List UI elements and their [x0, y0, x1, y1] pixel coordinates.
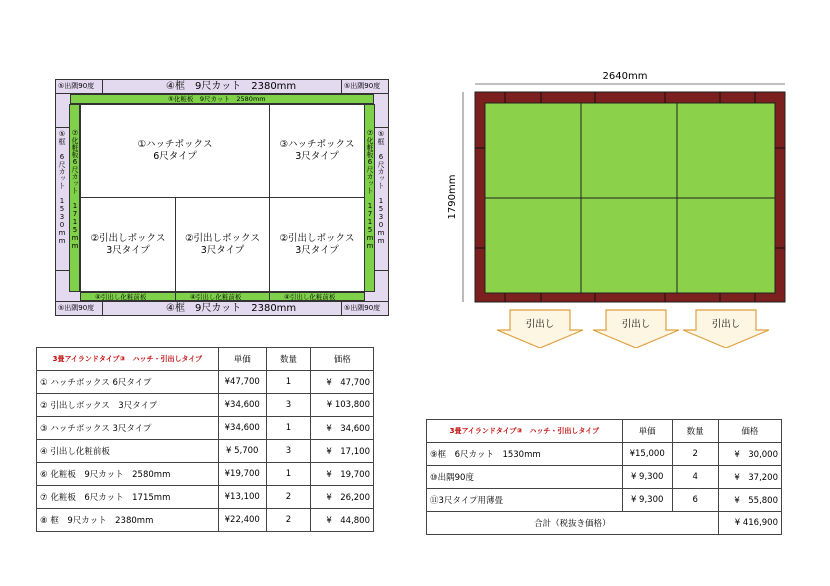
table-2-col-total: 価格 — [718, 420, 781, 443]
quantity: 3 — [266, 440, 311, 463]
plan-right-decor — [364, 104, 375, 292]
table-2-col-price: 単価 — [622, 420, 672, 443]
drawer-box-2-l2: 3尺タイプ — [200, 244, 245, 256]
item-no: ③ — [40, 424, 48, 434]
table-row — [427, 489, 782, 512]
unit-price: ¥13,100 — [218, 486, 266, 509]
quantity: 2 — [266, 509, 311, 532]
plan-top-decor — [70, 94, 374, 104]
line-total: ¥ 19,700 — [311, 463, 374, 486]
item-no: ④ — [40, 447, 48, 457]
item-label: 出隅90度 — [437, 473, 474, 483]
drawer-box-1-l2: 3尺タイプ — [106, 244, 150, 256]
item-label: 框 6尺カット 1530mm — [437, 450, 541, 460]
table-row — [427, 466, 782, 489]
drawer-front-3 — [269, 292, 365, 301]
drawer-box-2 — [175, 197, 270, 292]
plan-right-frame — [375, 127, 388, 271]
item-no: ② — [40, 401, 48, 411]
item-label: 框 9尺カット 2380mm — [50, 516, 154, 526]
item-name — [37, 440, 219, 463]
price-table-1 — [36, 347, 374, 532]
hatch-box-6shaku-l1: ①ハッチボックス — [137, 139, 213, 151]
unit-price: ¥22,400 — [218, 509, 266, 532]
unit-price: ¥ 5,700 — [218, 440, 266, 463]
table-total-row — [427, 512, 782, 535]
table-1-col-total: 価格 — [311, 348, 374, 371]
table-2-title: 3畳アイランドタイプ③ ハッチ・引出しタイプ — [427, 420, 623, 443]
drawer-front-1 — [80, 292, 176, 301]
total-value: ¥ 416,900 — [718, 512, 781, 535]
line-total: ¥ 37,200 — [718, 466, 781, 489]
drawer-front-1-label: ④引出し化粧前板 — [95, 293, 147, 301]
line-total: ¥ 30,000 — [718, 443, 781, 466]
item-label: 化粧板 9尺カット 2580mm — [50, 470, 171, 480]
item-name — [427, 489, 623, 512]
item-name — [37, 486, 219, 509]
quantity: 1 — [266, 371, 311, 394]
unit-price: ¥34,600 — [218, 394, 266, 417]
line-total: ¥ 34,600 — [311, 417, 374, 440]
unit-price: ¥15,000 — [622, 443, 672, 466]
item-no: ⑧ — [40, 516, 48, 526]
line-total: ¥ 103,800 — [311, 394, 374, 417]
tatami-5 — [581, 198, 677, 293]
drawer-arrow-2-label: 引出し — [621, 319, 651, 330]
item-no: ① — [40, 378, 48, 388]
unit-price: ¥34,600 — [218, 417, 266, 440]
table-2-header — [427, 420, 782, 443]
table-row — [37, 440, 374, 463]
plan-left-frame — [56, 127, 69, 271]
table-2-col-qty: 数量 — [672, 420, 718, 443]
quantity: 3 — [266, 394, 311, 417]
tatami-3 — [677, 103, 775, 198]
line-total: ¥ 44,800 — [311, 509, 374, 532]
drawer-box-1 — [80, 197, 176, 292]
item-name — [427, 466, 623, 489]
tatami-grid — [485, 103, 775, 293]
tatami-2 — [581, 103, 677, 198]
right-frame-label: ⑤框 6尺カット 1530mm — [377, 130, 385, 245]
item-no: ⑥ — [40, 470, 48, 480]
item-name — [37, 509, 219, 532]
item-label: 引出しボックス 3尺タイプ — [50, 401, 158, 411]
quantity: 4 — [672, 466, 718, 489]
line-total: ¥ 47,700 — [311, 371, 374, 394]
table-1-header — [37, 348, 374, 371]
item-name — [37, 371, 219, 394]
corner-bottom-left — [56, 302, 103, 316]
item-label: ハッチボックス 6尺タイプ — [50, 378, 152, 388]
corner-top-left-label: ⑤出隅90度 — [58, 82, 95, 90]
quantity: 1 — [266, 463, 311, 486]
left-decor-label: ⑦化粧板6尺カット 1715mm — [71, 129, 79, 250]
item-no: ⑩ — [430, 473, 438, 483]
top-decor-label: ⑤化粧板 9尺カット 2580mm — [168, 95, 266, 103]
unit-price: ¥47,700 — [218, 371, 266, 394]
hatch-box-6shaku — [80, 104, 270, 198]
corner-top-right — [341, 80, 388, 93]
hatch-box-3shaku-l2: 3尺タイプ — [295, 151, 339, 162]
tatami-4 — [485, 198, 581, 293]
plan-diagram — [55, 79, 389, 316]
top-frame-label: ④框 9尺カット 2380mm — [166, 81, 297, 92]
table-row — [37, 509, 374, 532]
corner-top-right-label: ⑤出隅90度 — [344, 82, 381, 90]
drawer-box-3-l1: ②引出しボックス — [279, 232, 355, 244]
left-frame-label: ⑤框 6尺カット 1530mm — [58, 130, 66, 245]
mat-diagram — [445, 68, 805, 348]
drawer-front-2 — [175, 292, 270, 301]
item-no: ⑦ — [40, 493, 48, 503]
drawer-box-2-l1: ②引出しボックス — [185, 232, 260, 244]
plan-top-frame — [56, 80, 388, 94]
height-dimension-label: 1790mm — [447, 174, 458, 220]
table-1-col-qty: 数量 — [266, 348, 311, 371]
item-name — [427, 443, 623, 466]
hatch-box-3shaku — [269, 104, 365, 198]
item-label: ハッチボックス 3尺タイプ — [50, 424, 152, 434]
table-1-col-price: 単価 — [218, 348, 266, 371]
hatch-box-6shaku-l2: 6尺タイプ — [153, 151, 197, 162]
width-dimension-label: 2640mm — [602, 71, 648, 82]
item-label: 3尺タイプ用薄畳 — [438, 496, 503, 506]
item-no: ⑨ — [430, 450, 438, 460]
table-row — [427, 443, 782, 466]
corner-bottom-right — [341, 302, 388, 316]
drawer-box-1-l1: ②引出しボックス — [90, 232, 166, 244]
item-label: 引出し化粧前板 — [50, 447, 110, 457]
quantity: 2 — [672, 443, 718, 466]
drawer-arrow-1 — [497, 310, 583, 348]
table-row — [37, 463, 374, 486]
line-total: ¥ 17,100 — [311, 440, 374, 463]
drawer-arrow-3-label: 引出し — [711, 319, 741, 330]
unit-price: ¥ 9,300 — [622, 489, 672, 512]
table-row — [37, 371, 374, 394]
drawer-arrow-3 — [683, 310, 769, 348]
quantity: 2 — [266, 486, 311, 509]
tatami-6 — [677, 198, 775, 293]
plan-bottom-frame — [56, 301, 388, 315]
total-label: 合計（税抜き価格） — [427, 512, 719, 535]
drawer-box-3-l2: 3尺タイプ — [295, 244, 339, 256]
drawer-box-3 — [269, 197, 365, 292]
right-decor-label: ⑦化粧板6尺カット 1715mm — [366, 129, 374, 250]
item-label: 化粧板 6尺カット 1715mm — [50, 493, 171, 503]
drawer-front-3-label: ④引出し化粧前板 — [284, 293, 336, 301]
quantity: 1 — [266, 417, 311, 440]
table-1-title: 3畳アイランドタイプ③ ハッチ・引出しタイプ — [37, 348, 219, 371]
item-name — [37, 394, 219, 417]
item-name — [37, 417, 219, 440]
bottom-frame-label: ④框 9尺カット 2380mm — [166, 303, 297, 314]
drawer-arrow-2 — [593, 310, 679, 348]
item-no: ⑪ — [430, 496, 439, 506]
quantity: 6 — [672, 489, 718, 512]
plan-left-decor — [69, 104, 80, 292]
corner-bottom-right-label: ⑤出隅90度 — [344, 304, 381, 312]
line-total: ¥ 26,200 — [311, 486, 374, 509]
price-table-2 — [426, 419, 782, 535]
hatch-box-3shaku-l1: ③ハッチボックス — [279, 139, 355, 151]
table-row — [37, 417, 374, 440]
unit-price: ¥19,700 — [218, 463, 266, 486]
drawer-arrow-1-label: 引出し — [525, 319, 555, 330]
tatami-1 — [485, 103, 581, 198]
item-name — [37, 463, 219, 486]
line-total: ¥ 55,800 — [718, 489, 781, 512]
table-row — [37, 394, 374, 417]
corner-bottom-left-label: ⑤出隅90度 — [58, 304, 95, 312]
table-row — [37, 486, 374, 509]
unit-price: ¥ 9,300 — [622, 466, 672, 489]
corner-top-left — [56, 80, 103, 93]
drawer-front-2-label: ④引出し化粧前板 — [190, 293, 242, 301]
